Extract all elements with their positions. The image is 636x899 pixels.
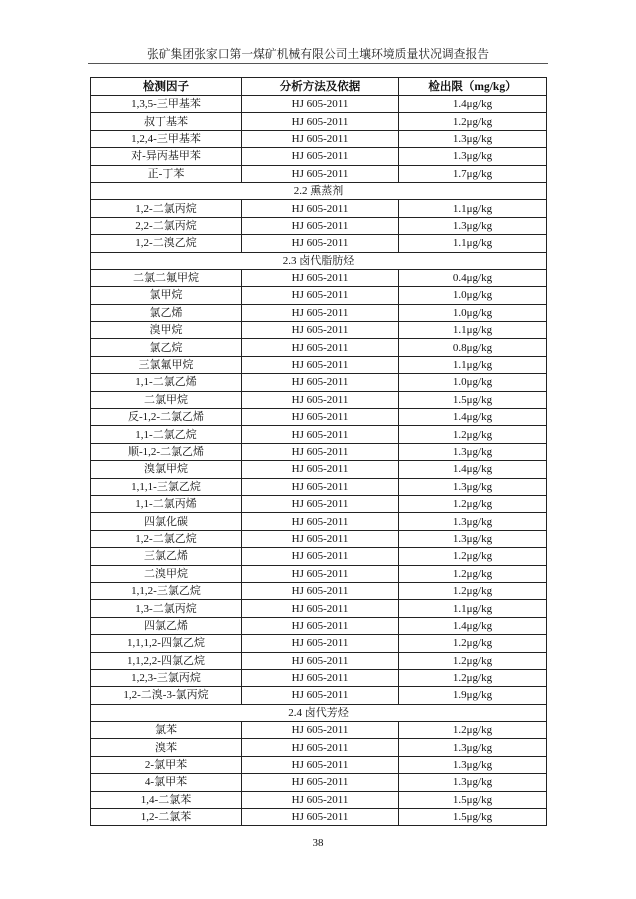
factor-cell: 1,2,3-三氯丙烷	[91, 669, 242, 686]
limit-cell: 1.3μg/kg	[399, 130, 547, 147]
method-cell: HJ 605-2011	[242, 739, 399, 756]
limit-cell: 1.0μg/kg	[399, 374, 547, 391]
method-cell: HJ 605-2011	[242, 426, 399, 443]
limit-cell: 1.3μg/kg	[399, 443, 547, 460]
section-label: 2.4 卤代芳烃	[91, 704, 547, 721]
header-divider	[88, 63, 548, 64]
limit-cell: 1.4μg/kg	[399, 617, 547, 634]
method-cell: HJ 605-2011	[242, 809, 399, 826]
limit-cell: 1.3μg/kg	[399, 739, 547, 756]
table-row	[91, 495, 547, 512]
factor-cell: 1,2-二氯乙烷	[91, 530, 242, 547]
limit-cell: 1.3μg/kg	[399, 478, 547, 495]
table-row	[91, 687, 547, 704]
section-row	[91, 182, 547, 199]
factor-cell: 顺-1,2-二氯乙烯	[91, 443, 242, 460]
section-row	[91, 704, 547, 721]
factor-cell: 反-1,2-二氯乙烯	[91, 409, 242, 426]
table-row	[91, 582, 547, 599]
factor-cell: 1,4-二氯苯	[91, 791, 242, 808]
method-cell: HJ 605-2011	[242, 600, 399, 617]
limit-cell: 1.0μg/kg	[399, 287, 547, 304]
factor-cell: 1,1,1-三氯乙烷	[91, 478, 242, 495]
limit-cell: 1.2μg/kg	[399, 495, 547, 512]
table-row	[91, 669, 547, 686]
method-cell: HJ 605-2011	[242, 148, 399, 165]
table-row	[91, 235, 547, 252]
factor-cell: 1,2-二溴乙烷	[91, 235, 242, 252]
table-row	[91, 96, 547, 113]
table-row	[91, 513, 547, 530]
method-cell: HJ 605-2011	[242, 756, 399, 773]
method-cell: HJ 605-2011	[242, 548, 399, 565]
table-row	[91, 287, 547, 304]
factor-cell: 二溴甲烷	[91, 565, 242, 582]
column-header-method: 分析方法及依据	[242, 78, 399, 96]
table-row	[91, 339, 547, 356]
section-label: 2.2 熏蒸剂	[91, 182, 547, 199]
table-row	[91, 130, 547, 147]
method-cell: HJ 605-2011	[242, 287, 399, 304]
limit-cell: 1.1μg/kg	[399, 235, 547, 252]
table-row	[91, 635, 547, 652]
table-row	[91, 722, 547, 739]
factor-cell: 溴甲烷	[91, 322, 242, 339]
limit-cell: 1.5μg/kg	[399, 391, 547, 408]
method-cell: HJ 605-2011	[242, 130, 399, 147]
limit-cell: 1.1μg/kg	[399, 600, 547, 617]
limit-cell: 1.5μg/kg	[399, 809, 547, 826]
limit-cell: 1.3μg/kg	[399, 774, 547, 791]
limit-cell: 1.7μg/kg	[399, 165, 547, 182]
table-row	[91, 269, 547, 286]
factor-cell: 四氯乙烯	[91, 617, 242, 634]
limit-cell: 1.2μg/kg	[399, 635, 547, 652]
table-row	[91, 217, 547, 234]
factor-cell: 对-异丙基甲苯	[91, 148, 242, 165]
method-cell: HJ 605-2011	[242, 165, 399, 182]
limit-cell: 1.2μg/kg	[399, 582, 547, 599]
factor-cell: 1,2-二氯苯	[91, 809, 242, 826]
table-row	[91, 774, 547, 791]
method-cell: HJ 605-2011	[242, 217, 399, 234]
table-row	[91, 304, 547, 321]
method-cell: HJ 605-2011	[242, 200, 399, 217]
method-cell: HJ 605-2011	[242, 582, 399, 599]
method-cell: HJ 605-2011	[242, 113, 399, 130]
factor-cell: 溴氯甲烷	[91, 461, 242, 478]
method-cell: HJ 605-2011	[242, 513, 399, 530]
method-cell: HJ 605-2011	[242, 774, 399, 791]
detection-limit-table	[90, 77, 547, 826]
detection-limit-table-container	[90, 77, 546, 826]
method-cell: HJ 605-2011	[242, 687, 399, 704]
method-cell: HJ 605-2011	[242, 478, 399, 495]
table-row	[91, 791, 547, 808]
table-row	[91, 548, 547, 565]
table-row	[91, 739, 547, 756]
factor-cell: 1,2,4-三甲基苯	[91, 130, 242, 147]
factor-cell: 叔丁基苯	[91, 113, 242, 130]
table-row	[91, 461, 547, 478]
factor-cell: 氯甲烷	[91, 287, 242, 304]
factor-cell: 正-丁苯	[91, 165, 242, 182]
factor-cell: 氯乙烯	[91, 304, 242, 321]
factor-cell: 1,1,2,2-四氯乙烷	[91, 652, 242, 669]
page-number: 38	[312, 837, 324, 849]
table-row	[91, 600, 547, 617]
table-row	[91, 652, 547, 669]
limit-cell: 1.2μg/kg	[399, 652, 547, 669]
method-cell: HJ 605-2011	[242, 565, 399, 582]
method-cell: HJ 605-2011	[242, 356, 399, 373]
method-cell: HJ 605-2011	[242, 374, 399, 391]
factor-cell: 溴苯	[91, 739, 242, 756]
limit-cell: 1.9μg/kg	[399, 687, 547, 704]
method-cell: HJ 605-2011	[242, 409, 399, 426]
method-cell: HJ 605-2011	[242, 617, 399, 634]
limit-cell: 1.2μg/kg	[399, 426, 547, 443]
table-row	[91, 756, 547, 773]
factor-cell: 二氯二氟甲烷	[91, 269, 242, 286]
limit-cell: 1.1μg/kg	[399, 322, 547, 339]
table-row	[91, 565, 547, 582]
table-row	[91, 113, 547, 130]
table-row	[91, 200, 547, 217]
factor-cell: 三氯乙烯	[91, 548, 242, 565]
method-cell: HJ 605-2011	[242, 791, 399, 808]
column-header-limit: 检出限（mg/kg）	[399, 78, 547, 96]
factor-cell: 氯苯	[91, 722, 242, 739]
limit-cell: 1.4μg/kg	[399, 409, 547, 426]
factor-cell: 2-氯甲苯	[91, 756, 242, 773]
factor-cell: 2,2-二氯丙烷	[91, 217, 242, 234]
limit-cell: 1.2μg/kg	[399, 565, 547, 582]
table-row	[91, 322, 547, 339]
method-cell: HJ 605-2011	[242, 269, 399, 286]
method-cell: HJ 605-2011	[242, 495, 399, 512]
table-header-row	[91, 78, 547, 96]
limit-cell: 1.5μg/kg	[399, 791, 547, 808]
column-header-factor: 检测因子	[91, 78, 242, 96]
factor-cell: 4-氯甲苯	[91, 774, 242, 791]
method-cell: HJ 605-2011	[242, 722, 399, 739]
limit-cell: 1.2μg/kg	[399, 669, 547, 686]
limit-cell: 1.2μg/kg	[399, 548, 547, 565]
table-row	[91, 426, 547, 443]
method-cell: HJ 605-2011	[242, 339, 399, 356]
table-row	[91, 165, 547, 182]
factor-cell: 1,3-二氯丙烷	[91, 600, 242, 617]
factor-cell: 1,1,2-三氯乙烷	[91, 582, 242, 599]
limit-cell: 0.4μg/kg	[399, 269, 547, 286]
limit-cell: 1.4μg/kg	[399, 96, 547, 113]
factor-cell: 氯乙烷	[91, 339, 242, 356]
factor-cell: 二氯甲烷	[91, 391, 242, 408]
limit-cell: 1.3μg/kg	[399, 513, 547, 530]
limit-cell: 1.0μg/kg	[399, 304, 547, 321]
table-row	[91, 809, 547, 826]
method-cell: HJ 605-2011	[242, 461, 399, 478]
table-row	[91, 443, 547, 460]
section-label: 2.3 卤代脂肪烃	[91, 252, 547, 269]
method-cell: HJ 605-2011	[242, 322, 399, 339]
method-cell: HJ 605-2011	[242, 235, 399, 252]
limit-cell: 1.1μg/kg	[399, 356, 547, 373]
method-cell: HJ 605-2011	[242, 635, 399, 652]
limit-cell: 1.4μg/kg	[399, 461, 547, 478]
method-cell: HJ 605-2011	[242, 391, 399, 408]
method-cell: HJ 605-2011	[242, 652, 399, 669]
limit-cell: 1.3μg/kg	[399, 756, 547, 773]
factor-cell: 三氯氟甲烷	[91, 356, 242, 373]
table-body	[91, 96, 547, 826]
section-row	[91, 252, 547, 269]
factor-cell: 1,2-二溴-3-氯丙烷	[91, 687, 242, 704]
table-row	[91, 356, 547, 373]
table-row	[91, 148, 547, 165]
factor-cell: 1,1-二氯乙烷	[91, 426, 242, 443]
method-cell: HJ 605-2011	[242, 530, 399, 547]
table-row	[91, 374, 547, 391]
factor-cell: 四氯化碳	[91, 513, 242, 530]
limit-cell: 1.2μg/kg	[399, 113, 547, 130]
method-cell: HJ 605-2011	[242, 304, 399, 321]
table-row	[91, 409, 547, 426]
limit-cell: 1.3μg/kg	[399, 217, 547, 234]
limit-cell: 0.8μg/kg	[399, 339, 547, 356]
factor-cell: 1,2-二氯丙烷	[91, 200, 242, 217]
factor-cell: 1,1-二氯乙烯	[91, 374, 242, 391]
limit-cell: 1.3μg/kg	[399, 530, 547, 547]
table-row	[91, 391, 547, 408]
report-header-title: 张矿集团张家口第一煤矿机械有限公司土壤环境质量状况调查报告	[146, 47, 490, 61]
table-row	[91, 478, 547, 495]
limit-cell: 1.1μg/kg	[399, 200, 547, 217]
limit-cell: 1.3μg/kg	[399, 148, 547, 165]
factor-cell: 1,1,1,2-四氯乙烷	[91, 635, 242, 652]
table-row	[91, 530, 547, 547]
method-cell: HJ 605-2011	[242, 669, 399, 686]
factor-cell: 1,3,5-三甲基苯	[91, 96, 242, 113]
factor-cell: 1,1-二氯丙烯	[91, 495, 242, 512]
method-cell: HJ 605-2011	[242, 96, 399, 113]
limit-cell: 1.2μg/kg	[399, 722, 547, 739]
table-row	[91, 617, 547, 634]
method-cell: HJ 605-2011	[242, 443, 399, 460]
